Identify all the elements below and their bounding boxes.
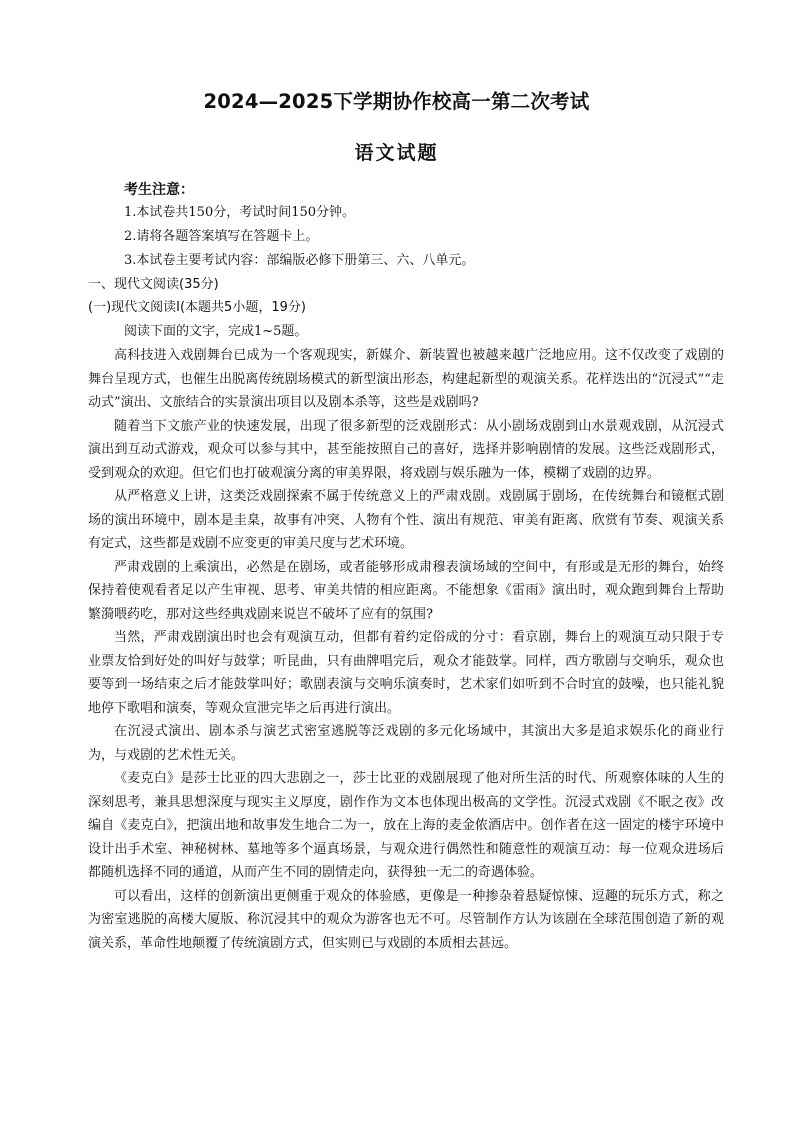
passage-paragraph: 可以看出，这样的创新演出更侧重于观众的体验感，更像是一种掺杂着悬疑惊悚、逗趣的玩乐方式，称之为密室逃脱的高楼大厦版、称沉浸其中的观众为游客也无不可。尽管制作方认为该剧在全球范围创造了新的观演关系，革命性地颠覆了传统演剧方式，但实则已与戏剧的本质相去甚远。 (88, 888, 724, 951)
passage-paragraph: 从严格意义上讲，这类泛戏剧探索不属于传统意义上的严肃戏剧。戏剧属于剧场，在传统舞台和镜框式剧场的演出环境中，剧本是圭臬，故事有冲突、人物有个性、演出有规范、审美有距离、欣赏有节奏、观演关系有定式，这些都是戏剧不应变更的审美尺度与艺术环境。 (88, 489, 724, 551)
section-heading: 一、现代文阅读(35分) (88, 277, 219, 292)
notice-item: 1.本试卷共150分，考试时间150分钟。 (124, 205, 356, 220)
passage-paragraph: 严肃戏剧的上乘演出，必然是在剧场，或者能够形成肃穆表演场域的空间中，有形或是无形的舞台，始终保持着使观看者足以产生审视、思考、审美共情的相应距离。不能想象《雷雨》演出时，观众跑到舞台上帮助繁漪喂药吃，那对这些经典戏剧来说岂不破坏了应有的氛围? (88, 559, 724, 622)
notice-list (124, 203, 474, 275)
subject-title: 语文试题 (354, 142, 439, 164)
passage-paragraph: 《麦克白》是莎士比亚的四大悲剧之一，莎士比亚的戏剧展现了他对所生活的时代、所观察体味的人生的深刻思考，兼具思想深度与现实主义厚度，剧作作为文本也体现出极高的文学性。沉浸式戏剧《不眠之夜》改编自《麦克白》，把演出地和故事发生地合二为一，放在上海的麦金侬酒店中。创作者在这一固定的楼宇环境中设计出手术室、神秘树林、墓地等多个逼真场景，与观众进行偶然性和随意性的观演互动：每一位观众进场后都随机选择不同的通道，从而产生不同的剧情走向，获得独一无二的奇遇体验。 (88, 771, 724, 880)
subsection-heading: (一)现代文阅读Ⅰ(本题共5小题，19分) (88, 300, 306, 315)
reading-instruction: 阅读下面的文字，完成1~5题。 (124, 324, 308, 339)
reading-passage (88, 344, 724, 955)
passage-paragraph: 随着当下文旅产业的快速发展，出现了很多新型的泛戏剧形式：从小剧场戏剧到山水景观戏剧，从沉浸式演出到互动式游戏，观众可以参与其中，甚至能按照自己的喜好，选择并影响剧情的发展。这些泛戏剧形式，受到观众的欢迎。但它们也打破观演分离的审美界限，将戏剧与娱乐融为一体，模糊了戏剧的边界。 (88, 418, 724, 481)
notice-heading: 考生注意： (124, 182, 194, 198)
passage-paragraph: 高科技进入戏剧舞台已成为一个客观现实，新媒介、新装置也被越来越广泛地应用。这不仅改变了戏剧的舞台呈现方式，也催生出脱离传统剧场模式的新型演出形态，构建起新型的观演关系。花样迭出的“沉浸式”“走动式”演出、文旅结合的实景演出项目以及剧本杀等，这些是戏剧吗? (88, 348, 724, 410)
notice-item: 2.请将各题答案填写在答题卡上。 (124, 229, 319, 244)
notice-item: 3.本试卷主要考试内容：部编版必修下册第三、六、八单元。 (124, 253, 475, 268)
exam-title: 2024—2025下学期协作校高一第二次考试 (203, 90, 590, 113)
passage-paragraph: 当然，严肃戏剧演出时也会有观演互动，但都有着约定俗成的分寸：看京剧，舞台上的观演互动只限于专业票友恰到好处的叫好与鼓掌；听昆曲，只有曲牌唱完后，观众才能鼓掌。同样，西方歌剧与交响乐，观众也要等到一场结束之后才能鼓掌叫好；歌剧表演与交响乐演奏时，艺术家们如听到不合时宜的鼓噪，也只能礼貌地停下歌唱和演奏，等观众宣泄完毕之后再进行演出。 (88, 630, 724, 716)
passage-paragraph: 在沉浸式演出、剧本杀与演艺式密室逃脱等泛戏剧的多元化场域中，其演出大多是追求娱乐化的商业行为，与戏剧的艺术性无关。 (88, 724, 724, 763)
